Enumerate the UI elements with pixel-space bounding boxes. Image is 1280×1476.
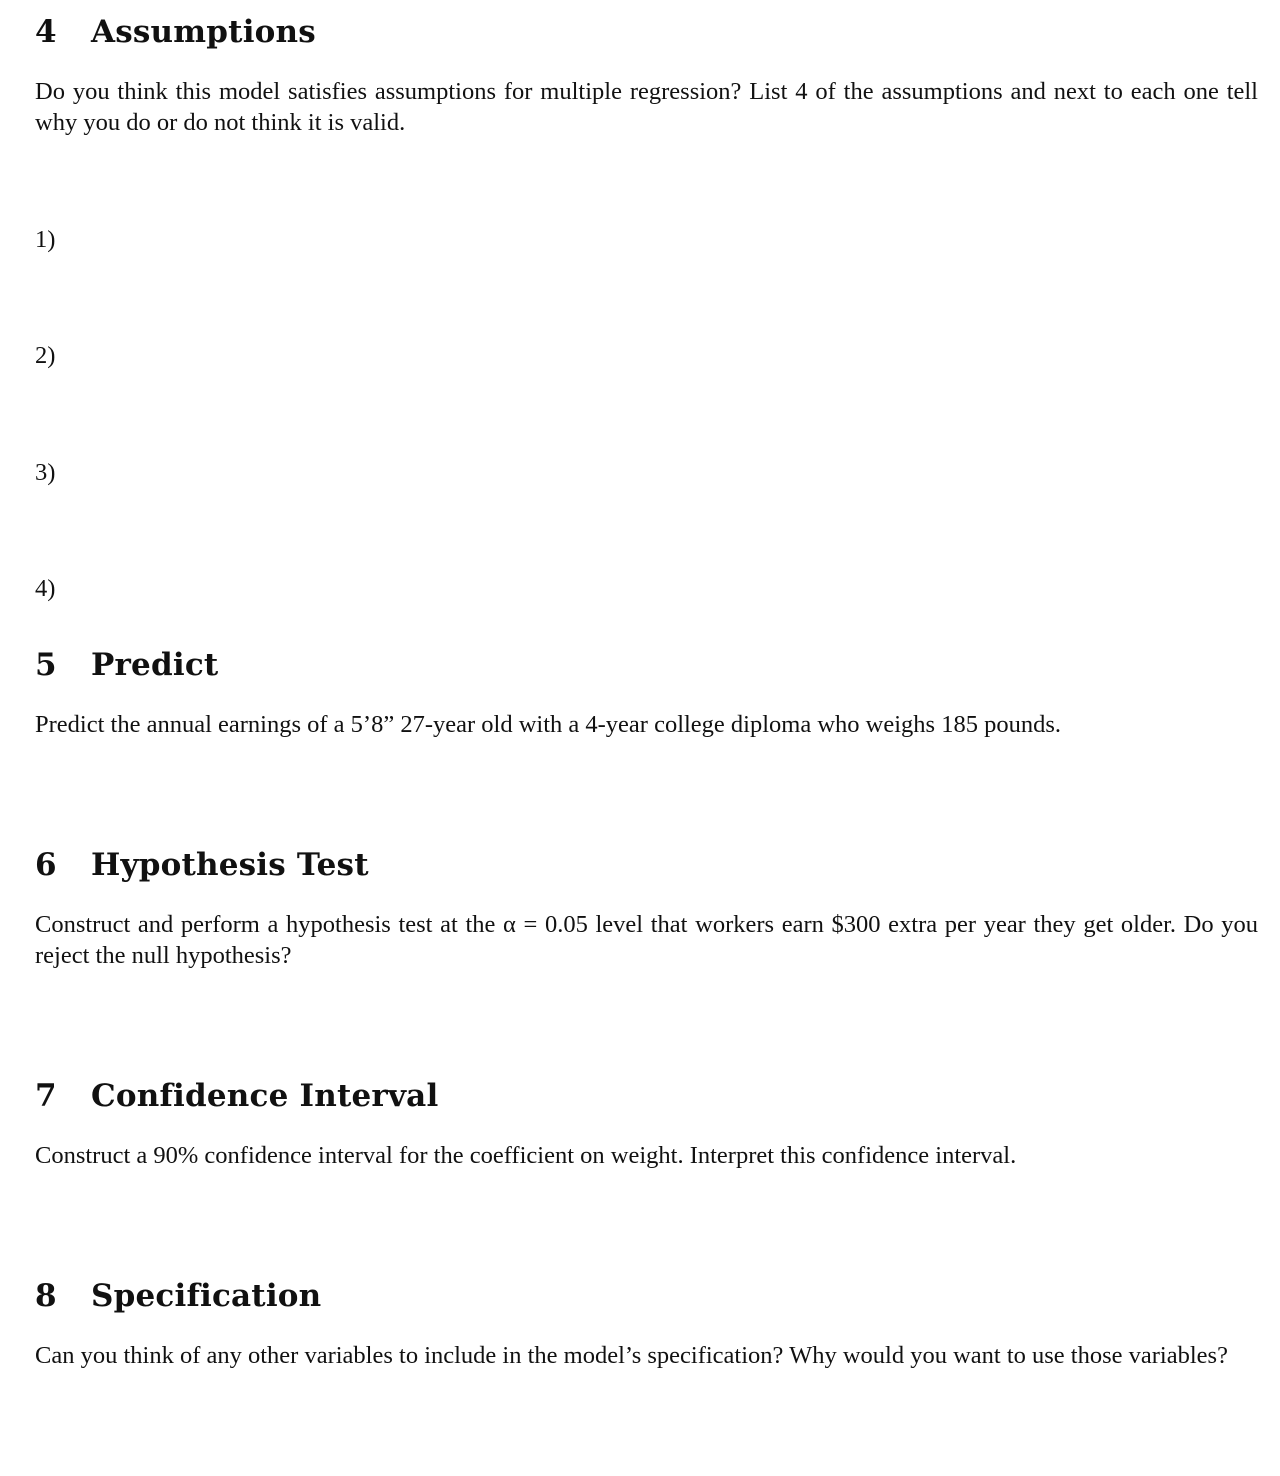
section-title: Assumptions	[91, 14, 316, 50]
answer-item-2: 2)	[35, 342, 56, 369]
confidence-question: Construct a 90% confidence interval for the coefficient on weight. Interpret this confidence interval.	[35, 1142, 1017, 1169]
section-number: 7	[35, 1078, 57, 1114]
section-title: Predict	[91, 647, 219, 683]
hypothesis-question: Construct and perform a hypothesis test at the α = 0.05 level that workers earn $300 extra per year they get older. Do you reject the null hypothesis?	[35, 911, 1258, 969]
section-heading-predict	[35, 647, 218, 683]
section-number: 4	[35, 14, 57, 50]
section-title: Hypothesis Test	[91, 847, 369, 883]
section-heading-specification	[35, 1278, 321, 1314]
answer-item-1: 1)	[35, 226, 56, 253]
specification-question: Can you think of any other variables to include in the model’s specification? Why would you want to use those variables?	[35, 1342, 1228, 1369]
section-heading-hypothesis	[35, 847, 369, 883]
predict-question: Predict the annual earnings of a 5’8” 27-year old with a 4-year college diploma who weighs 185 pounds.	[35, 711, 1061, 738]
assumptions-question: Do you think this model satisfies assumptions for multiple regression? List 4 of the assumptions and next to each one tell why you do or do not think it is valid.	[35, 78, 1258, 136]
section-heading-assumptions	[35, 14, 316, 50]
section-heading-confidence	[35, 1078, 438, 1114]
section-number: 6	[35, 847, 57, 883]
answer-item-4: 4)	[35, 575, 56, 602]
section-title: Confidence Interval	[91, 1078, 439, 1114]
answer-item-3: 3)	[35, 459, 56, 486]
section-title: Specification	[91, 1278, 322, 1314]
section-number: 8	[35, 1278, 57, 1314]
section-number: 5	[35, 647, 57, 683]
